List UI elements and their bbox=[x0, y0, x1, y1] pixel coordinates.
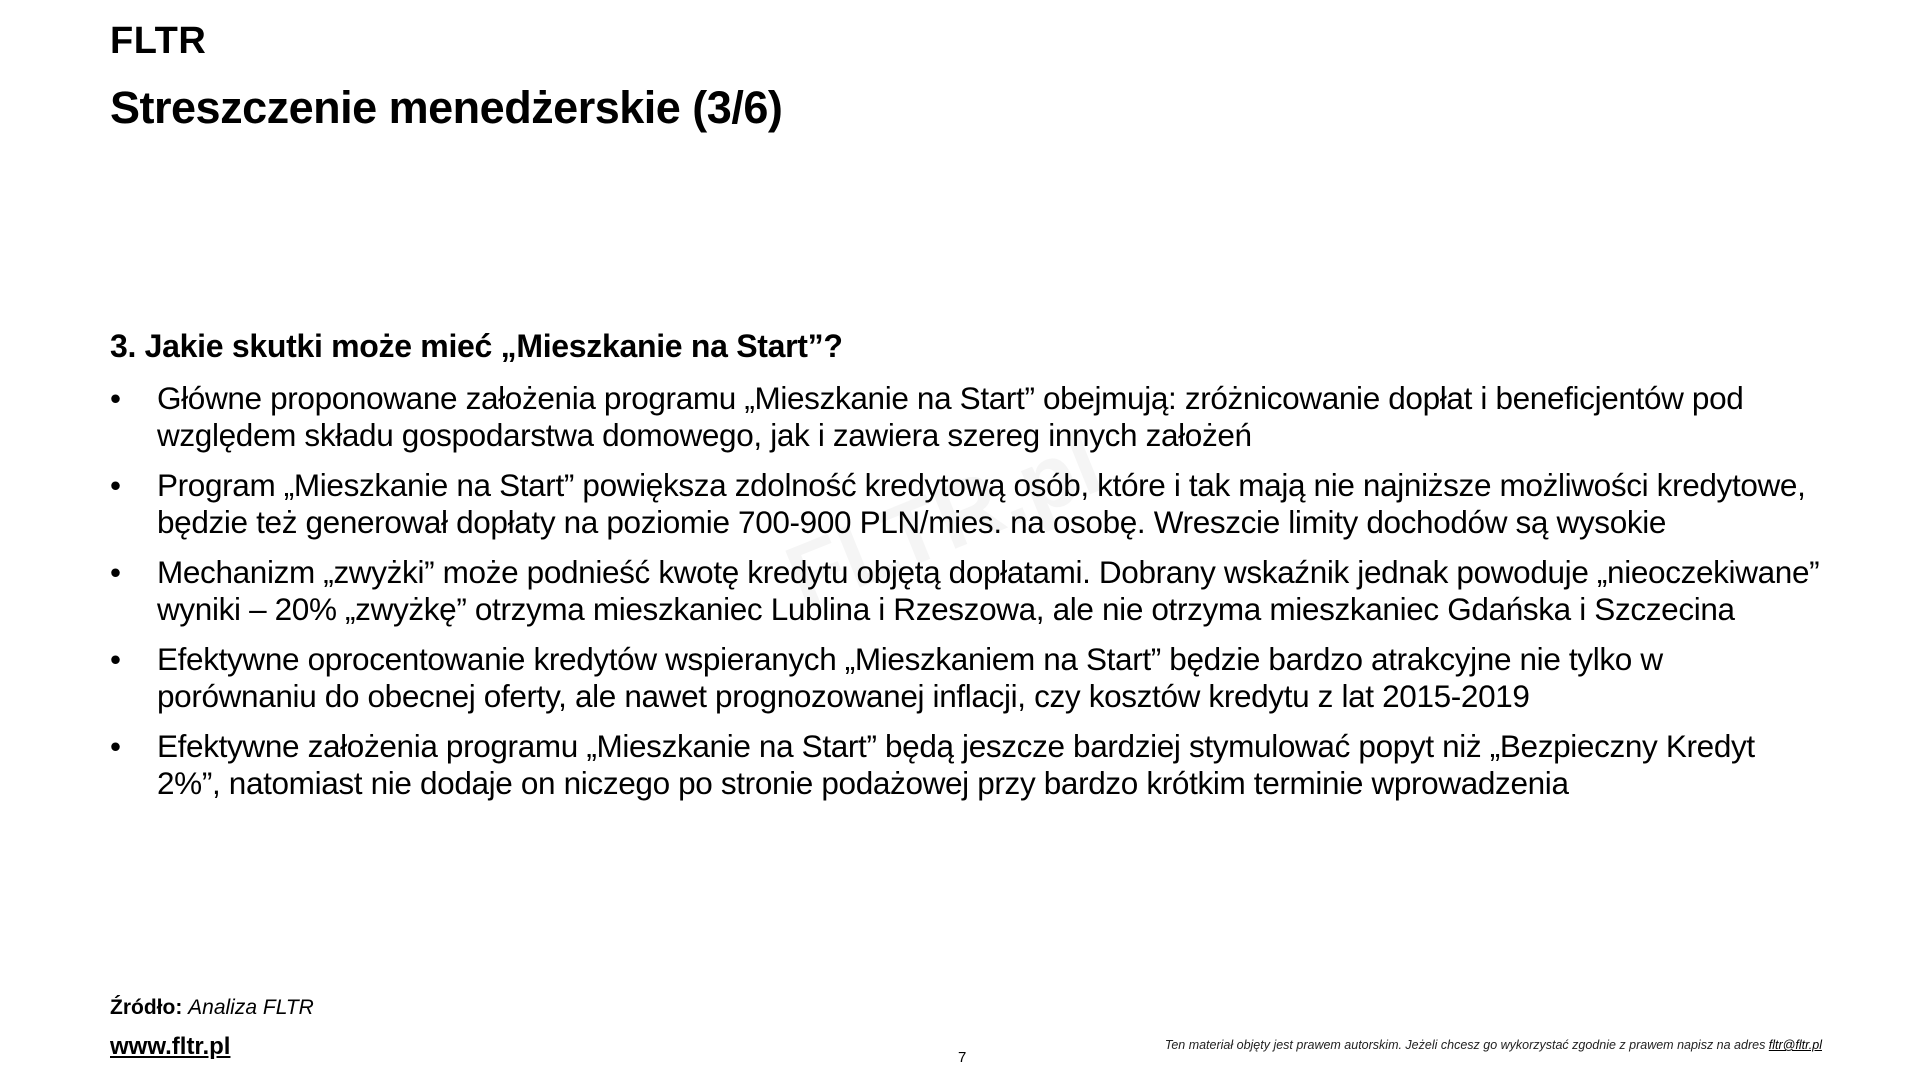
bullet-icon: • bbox=[110, 380, 121, 416]
bullet-icon: • bbox=[110, 467, 121, 503]
website-link[interactable]: www.fltr.pl bbox=[110, 1033, 231, 1060]
bullet-icon: • bbox=[110, 641, 121, 677]
page-number: 7 bbox=[958, 1049, 967, 1066]
list-item bbox=[110, 728, 1825, 801]
copyright-notice bbox=[1165, 1038, 1822, 1052]
list-item bbox=[110, 641, 1825, 714]
brand-logo-text: FLTR bbox=[110, 20, 207, 62]
list-item-text: Program „Mieszkanie na Start” powiększa zdolność kredytową osób, które i tak mają nie najniższe możliwości kredytowe, będzie też generował dopłaty na poziomie 700-900 PLN/mies. na osobę. Wreszcie limity dochodów są wysokie bbox=[157, 467, 1806, 540]
bullet-icon: • bbox=[110, 554, 121, 590]
list-item-text: Mechanizm „zwyżki” może podnieść kwotę kredytu objętą dopłatami. Dobrany wskaźnik jednak powoduje „nieoczekiwane” wyniki – 20% „zwyżkę” otrzyma mieszkaniec Lublina i Rzeszowa, ale nie otrzyma mieszkaniec Gdańska i Szczecina bbox=[157, 554, 1820, 627]
bullet-list bbox=[110, 380, 1825, 815]
page-title: Streszczenie menedżerskie (3/6) bbox=[110, 82, 783, 133]
source-value: Analiza FLTR bbox=[188, 996, 314, 1019]
bullet-icon: • bbox=[110, 728, 121, 764]
source-label: Źródło: bbox=[110, 996, 183, 1019]
list-item bbox=[110, 554, 1825, 627]
source-note bbox=[110, 996, 314, 1020]
section-heading: 3. Jakie skutki może mieć „Mieszkanie na Start”? bbox=[110, 328, 843, 364]
list-item bbox=[110, 467, 1825, 540]
list-item-text: Główne proponowane założenia programu „Mieszkanie na Start” obejmują: zróżnicowanie dopłat i beneficjentów pod względem składu gospodarstwa domowego, jak i zawiera szereg innych założeń bbox=[157, 380, 1744, 453]
list-item-text: Efektywne założenia programu „Mieszkanie na Start” będą jeszcze bardziej stymulować popyt niż „Bezpieczny Kredyt 2%”, natomiast nie dodaje on niczego po stronie podażowej przy bardzo krótkim terminie wprowadzenia bbox=[157, 728, 1755, 801]
copyright-text: Ten materiał objęty jest prawem autorskim. Jeżeli chcesz go wykorzystać zgodnie z prawem napisz na adres bbox=[1164, 1038, 1769, 1052]
list-item bbox=[110, 380, 1825, 453]
list-item-text: Efektywne oprocentowanie kredytów wspieranych „Mieszkaniem na Start” będzie bardzo atrakcyjne nie tylko w porównaniu do obecnej oferty, ale nawet prognozowanej inflacji, czy kosztów kredytu z lat 2015-2019 bbox=[157, 641, 1663, 714]
email-link[interactable]: fltr@fltr.pl bbox=[1768, 1038, 1822, 1052]
